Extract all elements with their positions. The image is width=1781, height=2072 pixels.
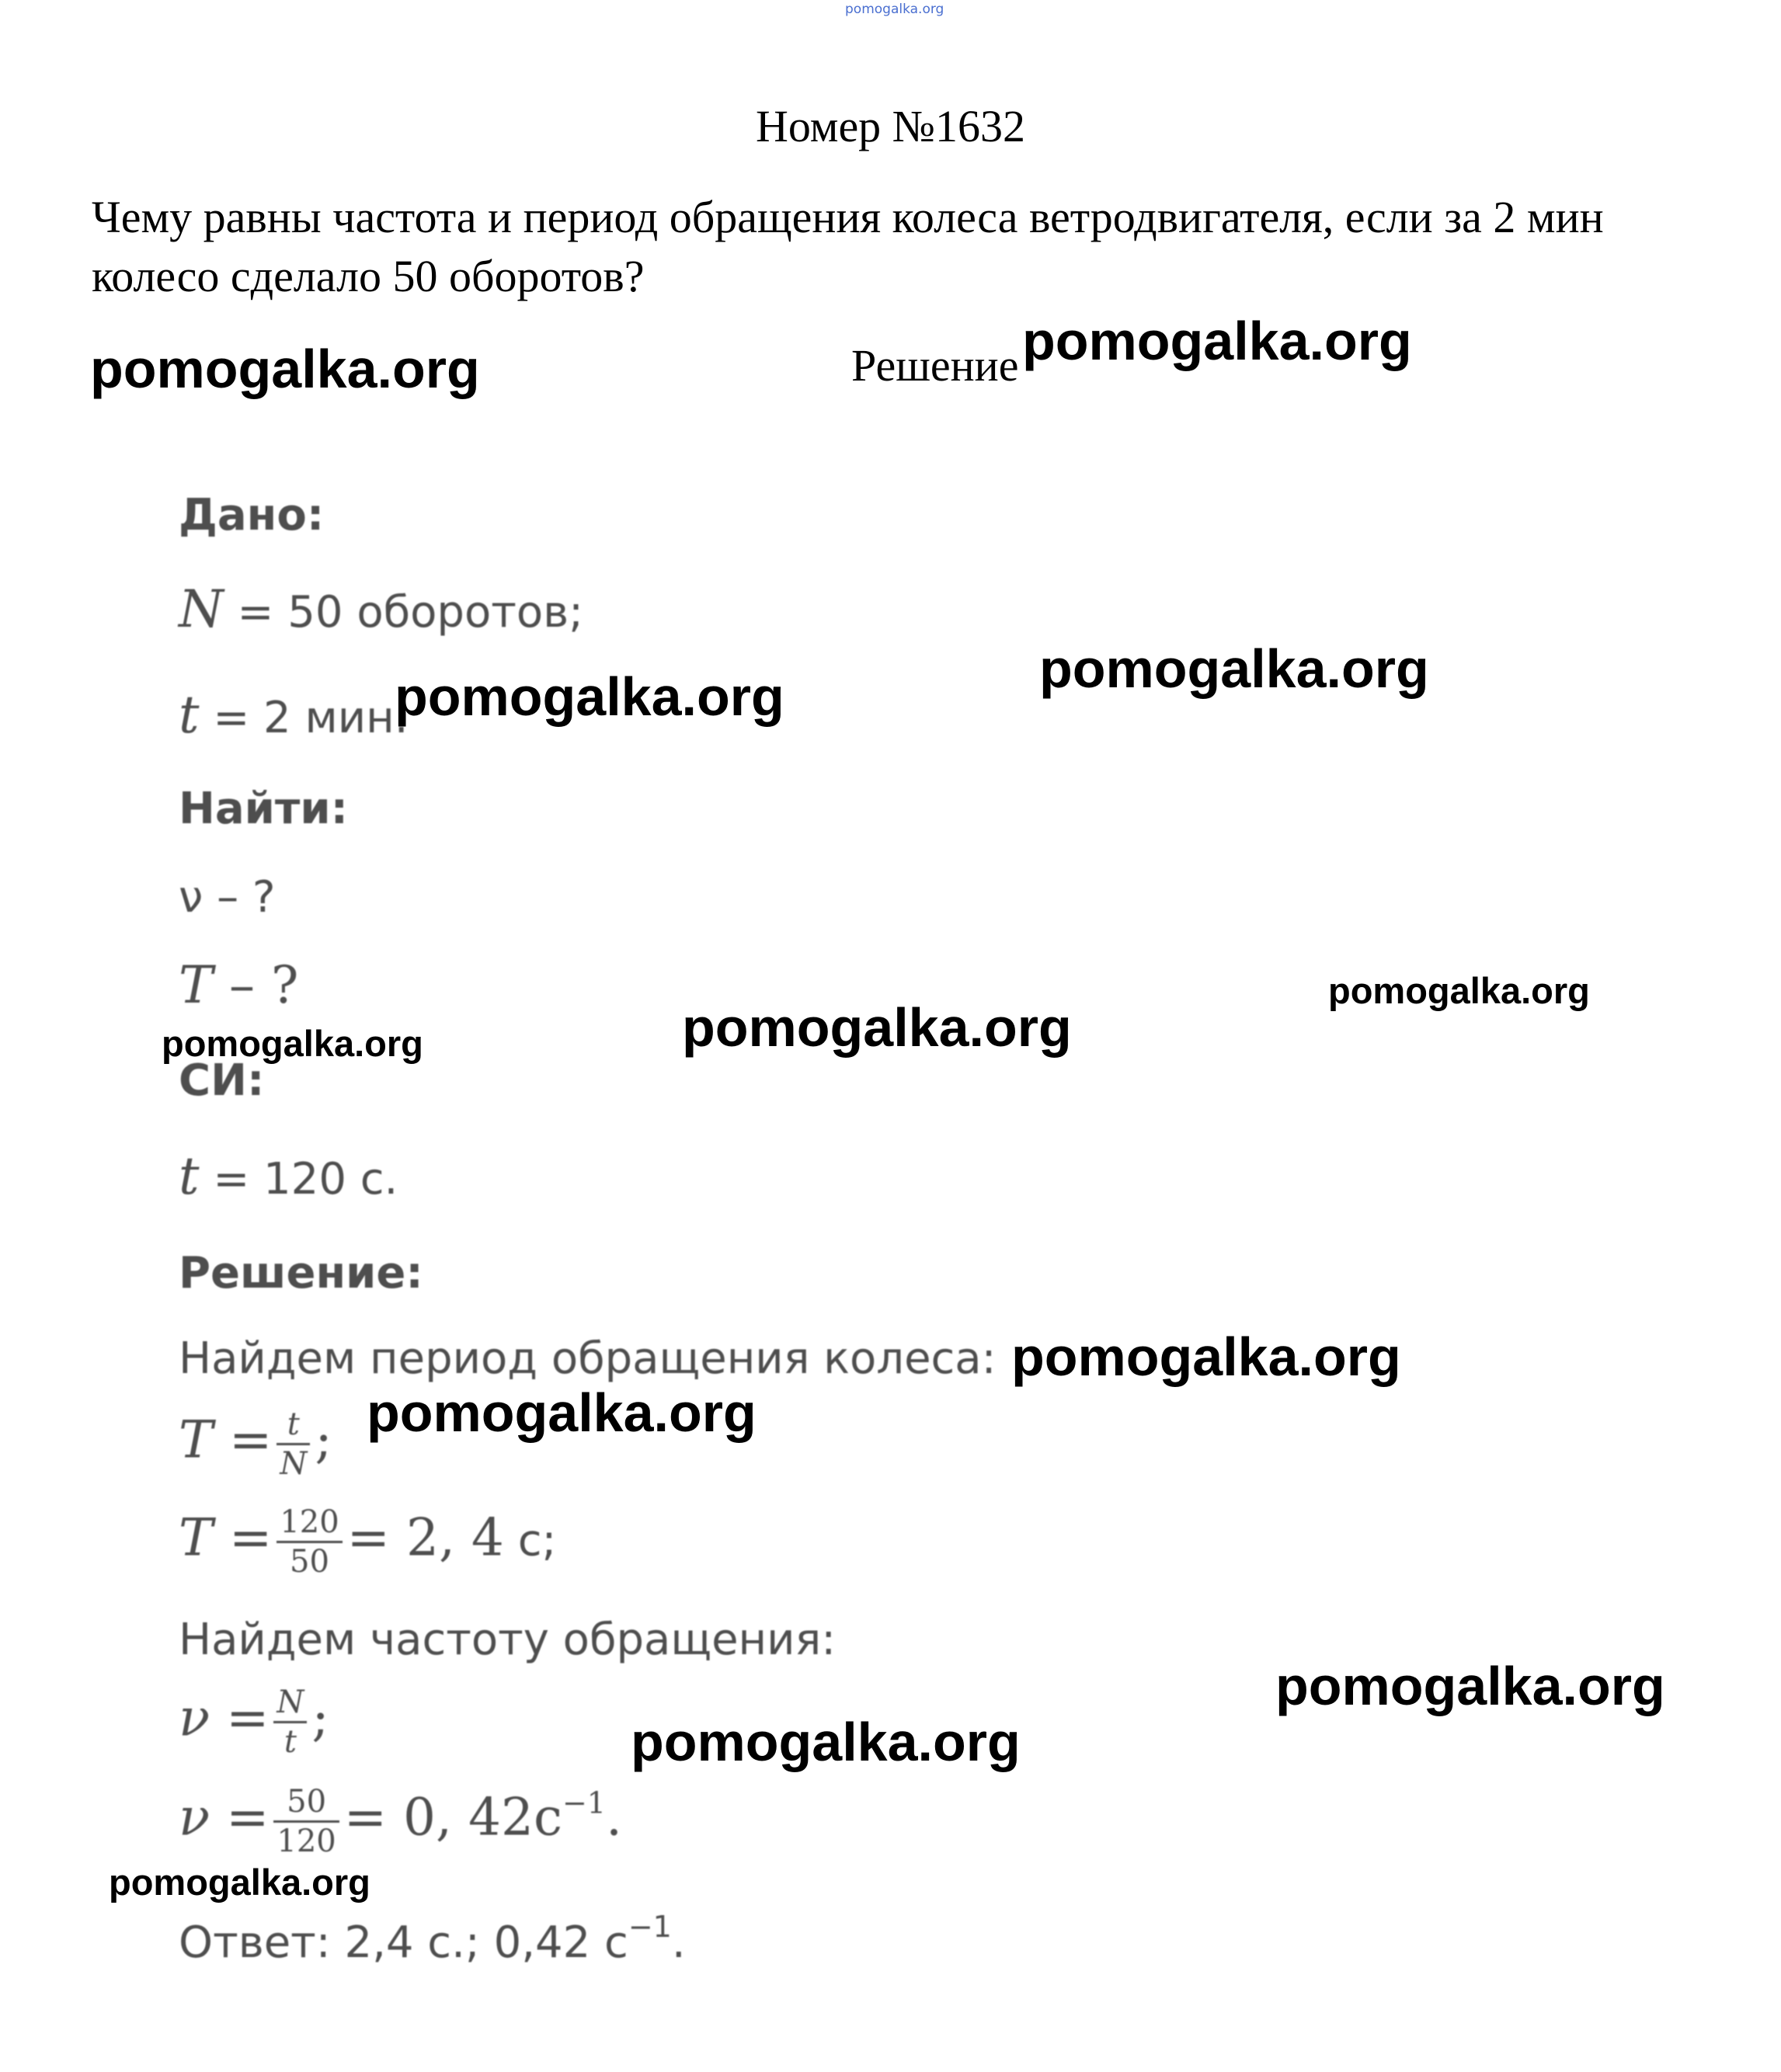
fraction-denominator: 120 xyxy=(277,1823,336,1859)
question-text: Чему равны частота и период обращения колеса ветродвигателя, если за 2 мин колесо сделало 50 оборотов? xyxy=(92,192,1604,301)
calc-nu xyxy=(179,1786,622,1857)
given-t-value: = 2 мин. xyxy=(199,693,409,743)
watermark: pomogalka.org xyxy=(90,339,480,399)
fraction-denominator: t xyxy=(283,1724,297,1760)
find-nu: ν – ? xyxy=(179,872,276,923)
given-N-value: = 50 оборотов; xyxy=(223,587,583,638)
formula-T-end: ; xyxy=(315,1410,332,1470)
formula-nu-end: ; xyxy=(311,1688,329,1748)
fraction-denominator: N xyxy=(280,1446,308,1482)
given-N xyxy=(179,579,583,639)
si-label: СИ: xyxy=(179,1055,265,1106)
formula-nu xyxy=(179,1684,329,1760)
si-t-value: = 120 с. xyxy=(199,1154,398,1205)
given-label: Дано: xyxy=(179,490,325,541)
calc-nu-lhs: ν = xyxy=(179,1787,270,1848)
calc-nu-result: = 0, 42с xyxy=(343,1787,562,1848)
fraction-numerator: 120 xyxy=(277,1507,342,1543)
site-watermark-top: pomogalka.org xyxy=(845,2,944,17)
si-t xyxy=(179,1146,398,1206)
calc-T-lhs: T = xyxy=(179,1507,273,1568)
calc-T xyxy=(179,1504,557,1580)
page-title: Номер №1632 xyxy=(755,101,1026,151)
fraction xyxy=(277,1504,342,1580)
find-T-rest: – ? xyxy=(213,955,299,1015)
answer-end: . xyxy=(671,1917,686,1968)
answer-text: Ответ: 2,4 с.; 0,42 с xyxy=(179,1917,628,1968)
var-N: N xyxy=(179,579,224,639)
watermark: pomogalka.org xyxy=(1022,311,1412,371)
step2-text: Найдем частоту обращения: xyxy=(179,1615,837,1665)
find-T xyxy=(179,955,299,1015)
answer xyxy=(179,1910,686,1968)
fraction xyxy=(273,1786,339,1857)
watermark: pomogalka.org xyxy=(1039,638,1429,699)
var-t: t xyxy=(179,1146,200,1206)
var-T: T xyxy=(179,955,214,1015)
answer-exponent: −1 xyxy=(628,1910,672,1944)
watermark: pomogalka.org xyxy=(682,997,1072,1058)
watermark: pomogalka.org xyxy=(1011,1326,1401,1387)
fraction-denominator: 50 xyxy=(290,1544,329,1580)
formula-T-lhs: T = xyxy=(179,1410,273,1470)
watermark: pomogalka.org xyxy=(1275,1656,1665,1716)
fraction-numerator: N xyxy=(273,1687,307,1723)
calc-T-unit: с; xyxy=(503,1515,557,1566)
given-t xyxy=(179,685,409,745)
calc-nu-exponent: −1 xyxy=(562,1785,606,1820)
formula-T xyxy=(179,1406,332,1482)
watermark: pomogalka.org xyxy=(162,1023,423,1064)
solution-heading: Решение xyxy=(851,340,1019,391)
fraction-numerator: 50 xyxy=(273,1786,339,1823)
watermark: pomogalka.org xyxy=(631,1712,1021,1772)
watermark: pomogalka.org xyxy=(367,1382,757,1443)
fraction xyxy=(273,1684,307,1760)
watermark: pomogalka.org xyxy=(109,1862,370,1903)
solution-label: Решение: xyxy=(179,1248,423,1298)
fraction xyxy=(277,1406,310,1482)
step1-text: Найдем период обращения колеса: xyxy=(179,1333,997,1384)
watermark: pomogalka.org xyxy=(1328,970,1590,1011)
var-t: t xyxy=(179,685,200,745)
calc-nu-end: . xyxy=(605,1787,622,1848)
fraction-numerator: t xyxy=(277,1409,310,1445)
find-label: Найти: xyxy=(179,784,348,834)
formula-nu-lhs: ν = xyxy=(179,1688,270,1748)
calc-T-result: = 2, 4 xyxy=(346,1507,504,1568)
watermark: pomogalka.org xyxy=(395,666,784,727)
